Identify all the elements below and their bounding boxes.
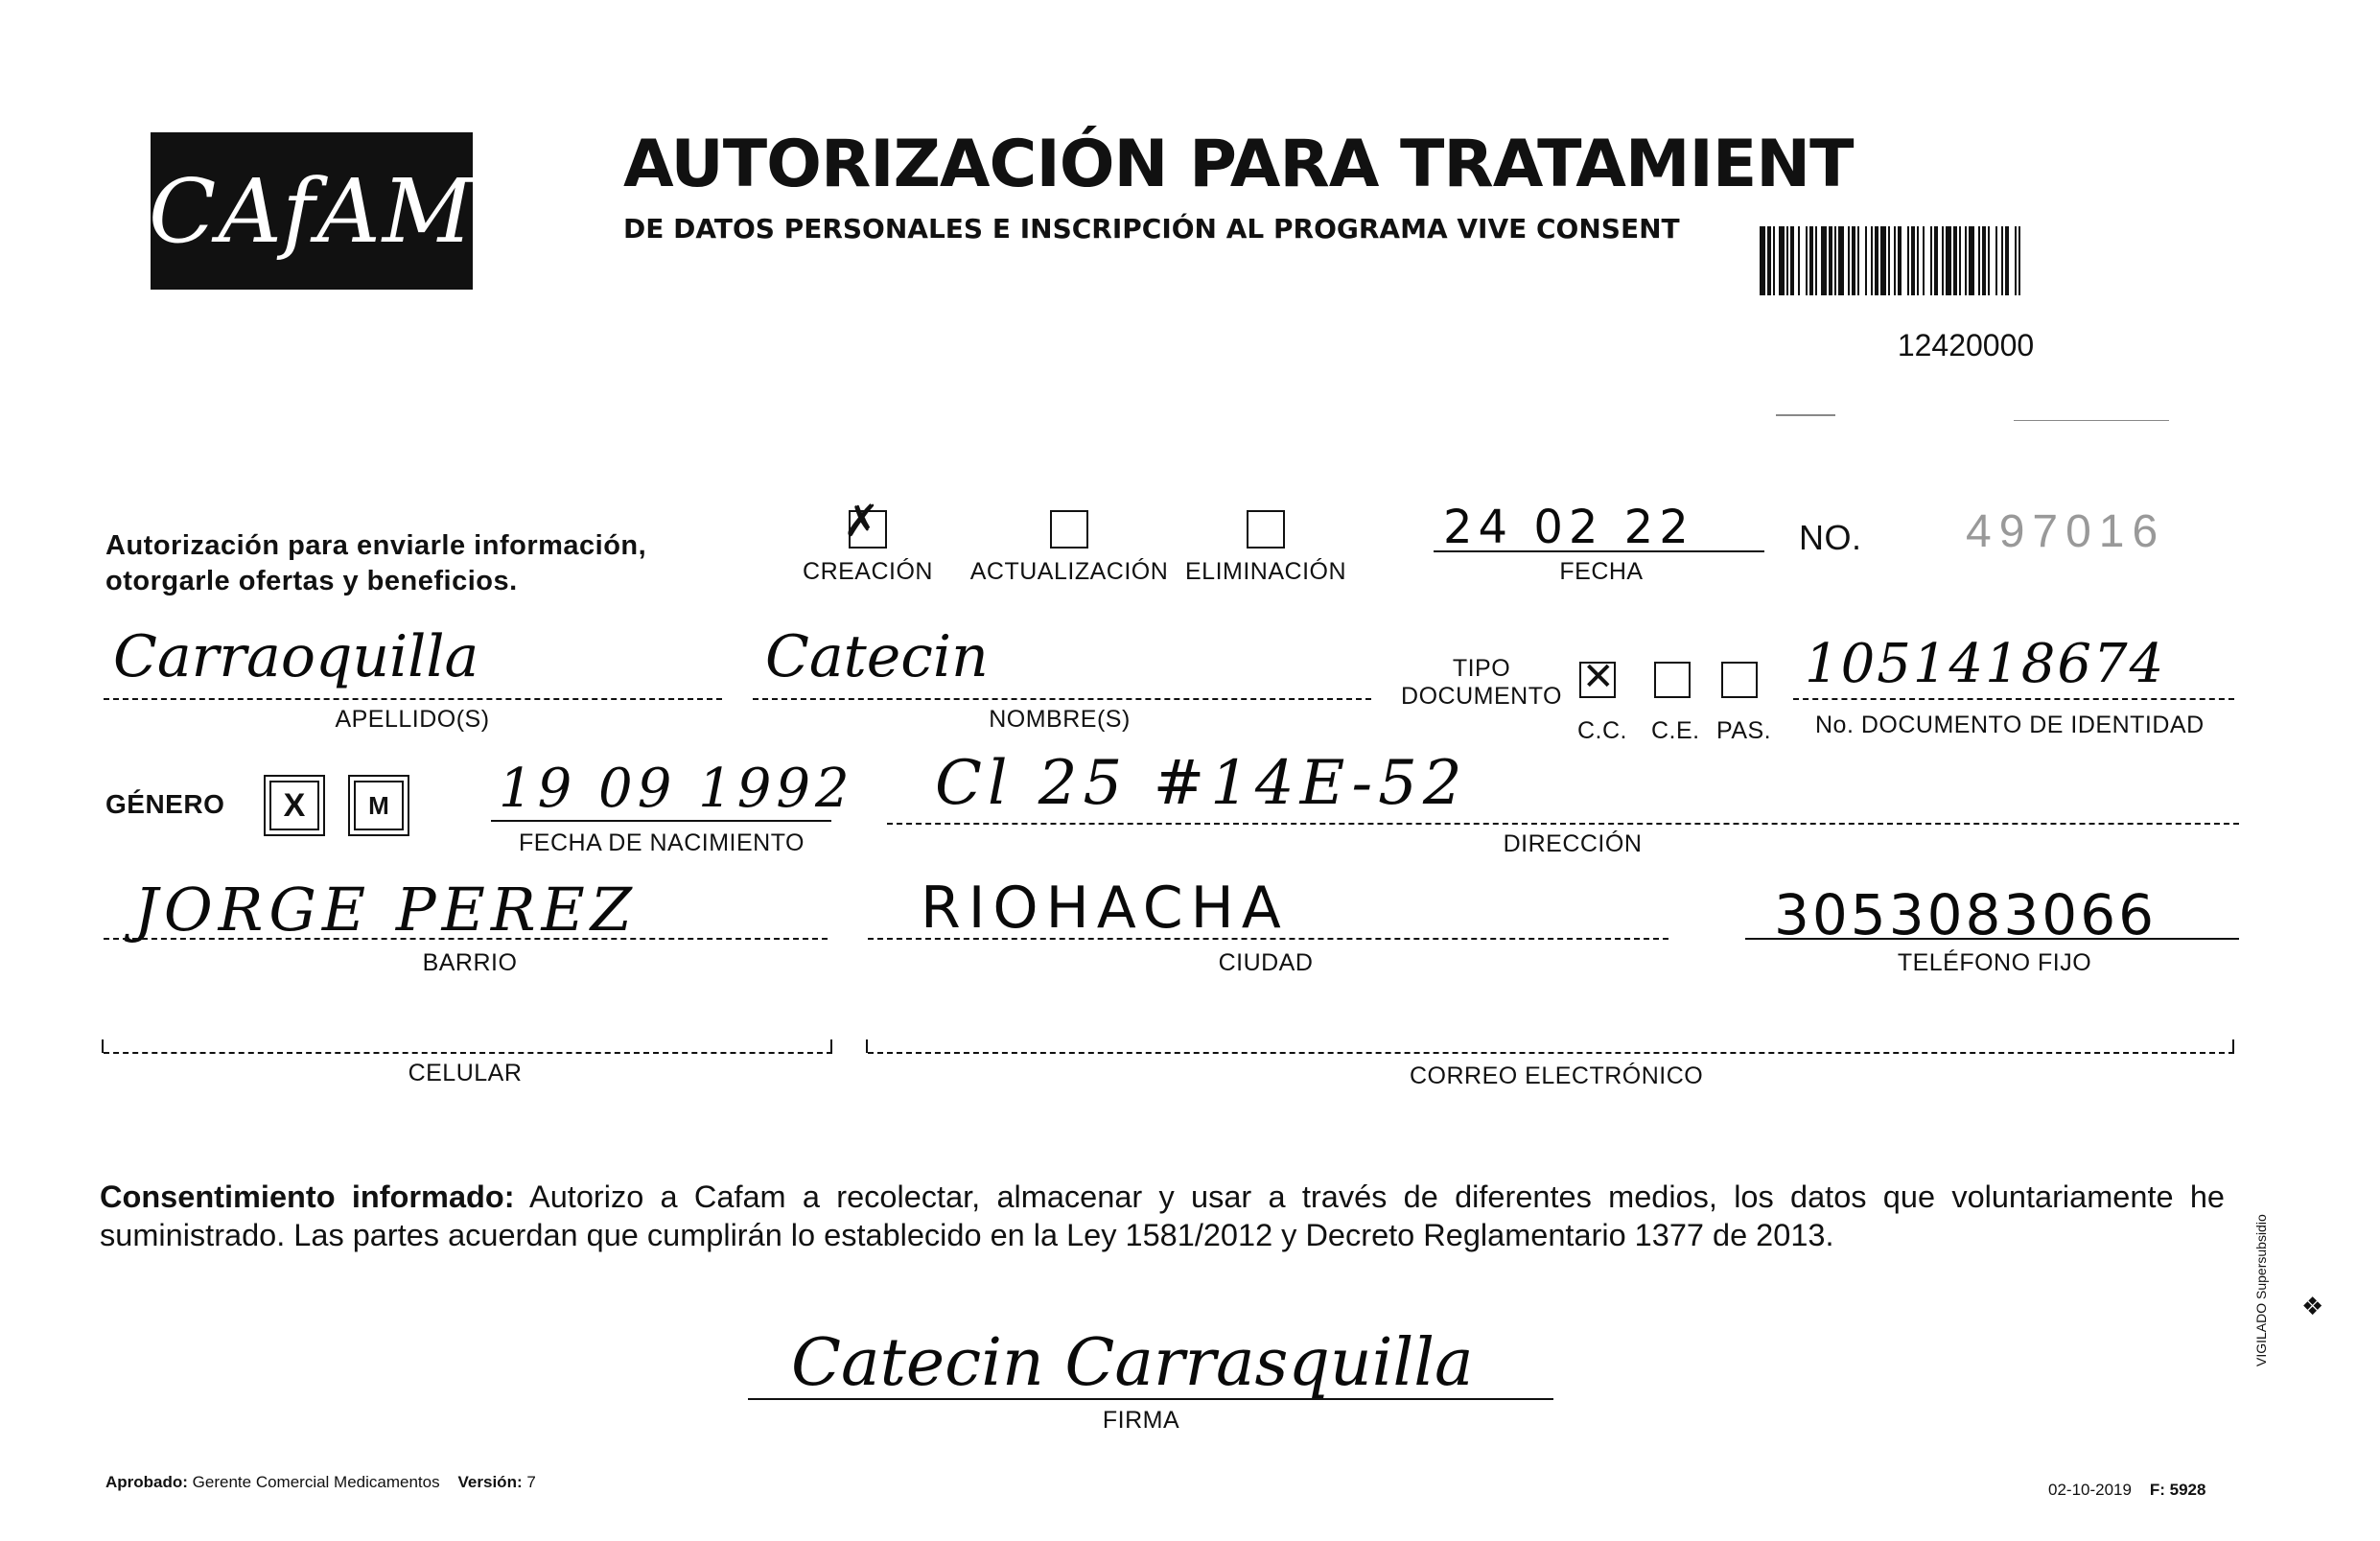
apellidos-label: APELLIDO(S) <box>335 706 490 733</box>
scan-speck <box>2014 420 2169 421</box>
ce-label: C.E. <box>1651 717 1700 744</box>
genero-check-mark: X <box>283 786 306 824</box>
barcode-bar <box>1930 226 1932 295</box>
cc-label: C.C. <box>1577 717 1627 744</box>
ciudad-label: CIUDAD <box>1218 949 1314 976</box>
consent-text: Autorizo a Cafam a recolectar, almacenar y usar a través de diferentes medios, los datos que voluntariamente he suministrado. Las partes acuerdan que cumplirán lo establecido en la Ley 1581/2012 y Decreto Reglamentario 1377 de 2013. <box>100 1179 2225 1252</box>
form-title: AUTORIZACIÓN PARA TRATAMIENT <box>623 127 1854 202</box>
barcode-bar <box>1953 226 1957 295</box>
barcode-bar <box>1809 226 1813 295</box>
consent-heading: Consentimiento informado: <box>100 1179 515 1214</box>
nombres-label: NOMBRE(S) <box>989 706 1131 733</box>
barcode-bar <box>1946 226 1951 295</box>
no-label: NO. <box>1799 518 1862 557</box>
celular-line-tick <box>830 1039 832 1053</box>
tipo-documento-label-1: TIPO <box>1452 655 1511 682</box>
authorization-text-2: otorgarle ofertas y beneficios. <box>105 566 518 596</box>
ciudad-value: RIOHACHA <box>921 875 1289 942</box>
telefono-label: TELÉFONO FIJO <box>1897 949 2092 976</box>
form-number: 497016 <box>1966 506 2166 557</box>
barcode-bar <box>1834 226 1836 295</box>
apellidos-line[interactable] <box>104 698 722 700</box>
barcode-bar <box>2001 226 2003 295</box>
signature-line[interactable] <box>748 1398 1553 1400</box>
correo-line[interactable] <box>868 1052 2234 1054</box>
pas-label: PAS. <box>1716 717 1772 744</box>
barcode-bar <box>2005 226 2009 295</box>
barcode-bar <box>1988 226 1990 295</box>
barcode-bar <box>1821 226 1827 295</box>
barcode-bar <box>1911 226 1915 295</box>
fecha-value: 24 02 22 <box>1443 501 1694 554</box>
barcode-bar <box>1959 226 1961 295</box>
cafam-logo <box>151 132 473 290</box>
genero-m-label: M <box>354 781 404 830</box>
barrio-value: JORGE PEREZ <box>134 875 638 945</box>
vigilado-text: VIGILADO Supersubsidio <box>2253 1214 2269 1366</box>
barcode-bar <box>1888 226 1890 295</box>
telefono-line[interactable] <box>1745 938 2239 940</box>
eliminacion-label: ELIMINACIÓN <box>1184 558 1347 585</box>
telefono-value: 3053083066 <box>1774 882 2158 947</box>
barcode-bar <box>1894 226 1896 295</box>
barcode-bar <box>2018 226 2020 295</box>
footer-date: 02-10-2019 <box>2048 1481 2132 1499</box>
barcode-bar <box>1907 226 1909 295</box>
footer-aprobado <box>105 1473 536 1492</box>
form-subtitle: DE DATOS PERSONALES E INSCRIPCIÓN AL PROGRAMA VIVE CONSENT <box>623 213 1680 245</box>
barcode-bar <box>1760 226 1765 295</box>
barcode-number: 12420000 <box>1897 328 2035 362</box>
cc-checkbox[interactable] <box>1579 655 1616 699</box>
direccion-line[interactable] <box>887 823 2239 825</box>
barcode-bar <box>1852 226 1855 295</box>
check-mark-icon: ✕ <box>1582 655 1615 699</box>
barcode-bar <box>1965 226 1967 295</box>
celular-line[interactable] <box>104 1052 832 1054</box>
nombres-value: Catecin <box>765 623 989 690</box>
documento-line[interactable] <box>1793 698 2234 700</box>
signature-label: FIRMA <box>1102 1407 1180 1434</box>
eliminacion-checkbox[interactable] <box>1247 510 1285 549</box>
barcode-bar <box>1942 226 1944 295</box>
barcode-bar <box>1790 226 1794 295</box>
barcode-bar <box>1773 226 1775 295</box>
scan-speck <box>1776 414 1835 416</box>
ce-checkbox[interactable] <box>1654 662 1691 698</box>
barcode-bar <box>1857 226 1859 295</box>
celular-line-tick <box>102 1039 104 1053</box>
barcode-bar <box>1871 226 1873 295</box>
barcode-bar <box>1786 226 1788 295</box>
barcode <box>1760 226 2143 295</box>
barcode-bar <box>1923 226 1925 295</box>
fecha-nacimiento-label: FECHA DE NACIMIENTO <box>519 829 805 856</box>
celular-label: CELULAR <box>408 1060 523 1086</box>
barcode-bar <box>1779 226 1785 295</box>
fecha-nacimiento-line[interactable] <box>491 820 831 822</box>
barcode-bar <box>1969 226 1974 295</box>
barrio-line[interactable] <box>104 938 828 940</box>
ciudad-line[interactable] <box>868 938 1668 940</box>
consent-paragraph <box>100 1178 2225 1254</box>
barcode-bar <box>1875 226 1878 295</box>
correo-label: CORREO ELECTRÓNICO <box>1410 1062 1704 1089</box>
actualizacion-checkbox[interactable] <box>1050 510 1088 549</box>
barcode-bar <box>1815 226 1817 295</box>
barrio-label: BARRIO <box>422 949 518 976</box>
pas-checkbox[interactable] <box>1721 662 1758 698</box>
genero-label: GÉNERO <box>105 789 225 819</box>
barcode-bar <box>1978 226 1980 295</box>
tipo-documento-label-2: DOCUMENTO <box>1401 683 1562 710</box>
barcode-bar <box>1806 226 1808 295</box>
nombres-line[interactable] <box>753 698 1371 700</box>
genero-m-checkbox[interactable] <box>348 775 409 836</box>
fecha-line <box>1434 550 1764 552</box>
barcode-bar <box>1982 226 1986 295</box>
fecha-label: FECHA <box>1559 558 1644 585</box>
direccion-value: Cl 25 #14E-52 <box>935 748 1468 819</box>
supersubsidio-logo-icon: ❖ <box>2301 1293 2324 1321</box>
genero-f-checkbox[interactable] <box>264 775 325 836</box>
barcode-bar <box>1848 226 1850 295</box>
creacion-label: CREACIÓN <box>803 558 933 585</box>
fecha-nacimiento-value: 19 09 1992 <box>499 758 854 820</box>
barcode-bar <box>1767 226 1771 295</box>
barcode-bar <box>2015 226 2017 295</box>
authorization-text-1: Autorización para enviarle información, <box>105 530 647 561</box>
barcode-bar <box>1838 226 1844 295</box>
correo-line-tick <box>2232 1039 2234 1053</box>
version-label: Versión: <box>457 1473 523 1491</box>
footer-right <box>2048 1481 2205 1500</box>
barcode-bar <box>1995 226 1997 295</box>
aprobado-label: Aprobado: <box>105 1473 188 1491</box>
version-value: 7 <box>526 1473 536 1491</box>
barcode-bar <box>1917 226 1919 295</box>
aprobado-value: Gerente Comercial Medicamentos <box>192 1473 440 1491</box>
documento-value: 1051418674 <box>1805 633 2166 695</box>
signature-value: Catecin Carrasquilla <box>791 1325 1474 1401</box>
direccion-label: DIRECCIÓN <box>1503 830 1643 857</box>
barcode-bar <box>1880 226 1886 295</box>
footer-form-code: F: 5928 <box>2149 1481 2206 1499</box>
apellidos-value: Carraoquilla <box>113 623 479 690</box>
logo-text: CAfAM <box>149 159 475 263</box>
barcode-bar <box>1865 226 1867 295</box>
barcode-bar <box>1934 226 1938 295</box>
actualizacion-label: ACTUALIZACIÓN <box>969 558 1169 585</box>
correo-line-tick <box>866 1039 868 1053</box>
creacion-checkbox[interactable] <box>843 495 887 549</box>
barcode-bar <box>1829 226 1832 295</box>
check-mark-icon: ✗ <box>843 495 880 547</box>
barcode-bar <box>1898 226 1902 295</box>
documento-label: No. DOCUMENTO DE IDENTIDAD <box>1815 712 2205 738</box>
barcode-bar <box>1798 226 1800 295</box>
